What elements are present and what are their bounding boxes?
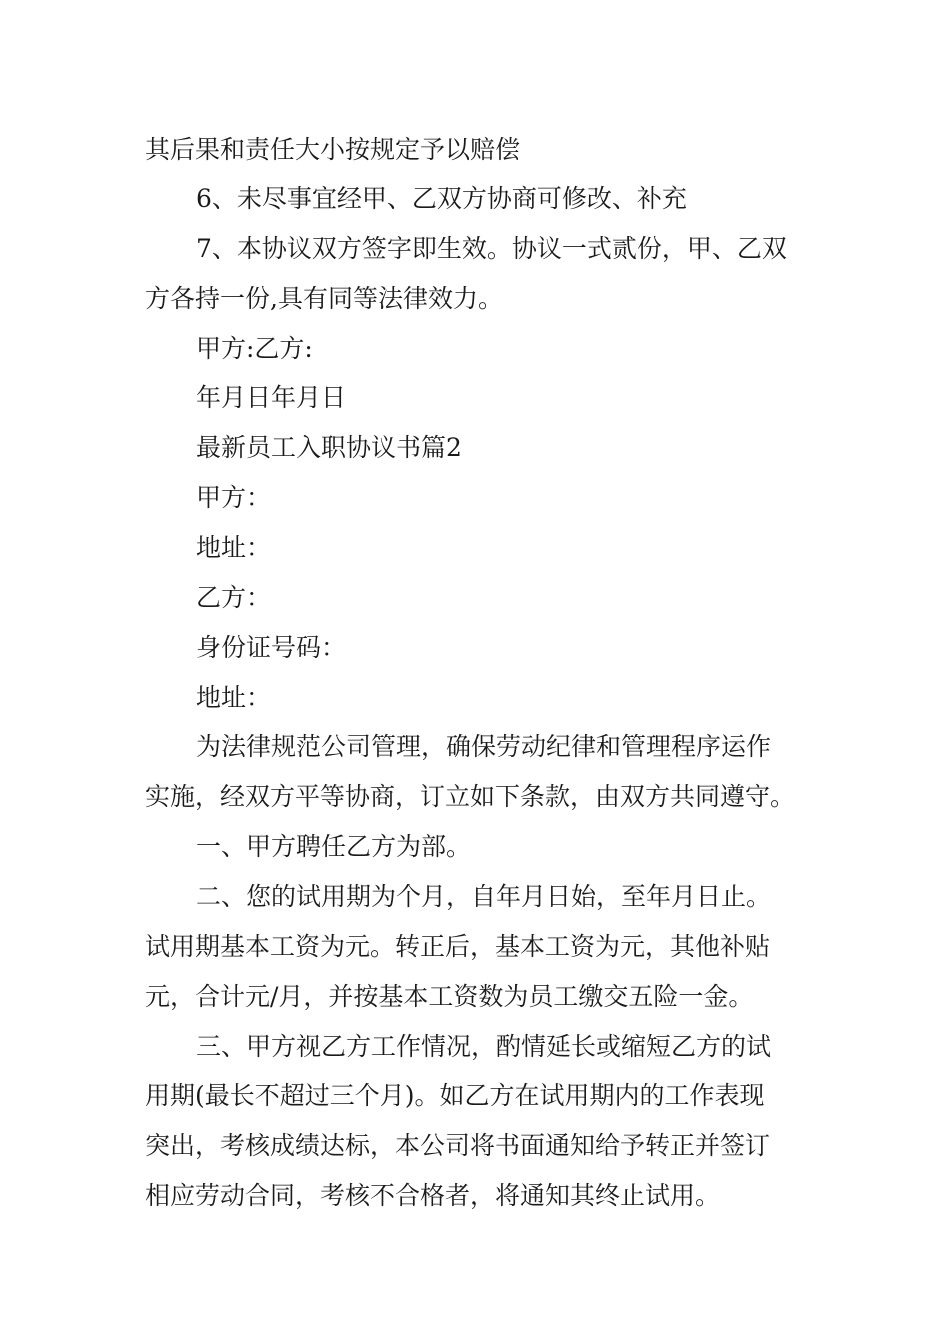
preamble-line: 实施，经双方平等协商，订立如下条款，由双方共同遵守。 xyxy=(145,782,796,811)
article-3-line: 突出，考核成绩达标，本公司将书面通知给予转正并签订 xyxy=(145,1131,771,1160)
clause-6: 6、未尽事宜经甲、乙双方协商可修改、补充 xyxy=(196,184,687,213)
address-field: 地址： xyxy=(196,683,272,712)
text-line: 方各持一份,具有同等法律效力。 xyxy=(145,284,503,313)
address-field: 地址： xyxy=(196,533,272,562)
article-2-line: 试用期基本工资为元。转正后，基本工资为元，其他补贴 xyxy=(145,932,771,961)
article-2: 二、您的试用期为个月，自年月日始，至年月日止。 xyxy=(196,882,772,911)
preamble-line: 为法律规范公司管理，确保劳动纪律和管理程序运作 xyxy=(196,732,772,761)
clause-7: 7、本协议双方签字即生效。协议一式贰份，甲、乙双 xyxy=(196,234,787,263)
text-line: 其后果和责任大小按规定予以赔偿 xyxy=(145,135,521,164)
party-b-field: 乙方： xyxy=(196,583,272,612)
article-3-line: 用期(最长不超过三个月)。如乙方在试用期内的工作表现 xyxy=(145,1081,765,1110)
article-1: 一、甲方聘任乙方为部。 xyxy=(196,832,472,861)
article-3: 三、甲方视乙方工作情况，酌情延长或缩短乙方的试 xyxy=(196,1032,772,1061)
id-number-field: 身份证号码： xyxy=(196,633,347,662)
signature-dates: 年月日年月日 xyxy=(196,383,347,412)
article-2-line: 元，合计元/月，并按基本工资数为员工缴交五险一金。 xyxy=(145,982,754,1011)
section-title: 最新员工入职协议书篇2 xyxy=(196,433,462,462)
party-a-field: 甲方： xyxy=(196,483,272,512)
article-3-line: 相应劳动合同，考核不合格者，将通知其终止试用。 xyxy=(145,1181,721,1210)
signature-parties: 甲方:乙方: xyxy=(196,334,313,363)
